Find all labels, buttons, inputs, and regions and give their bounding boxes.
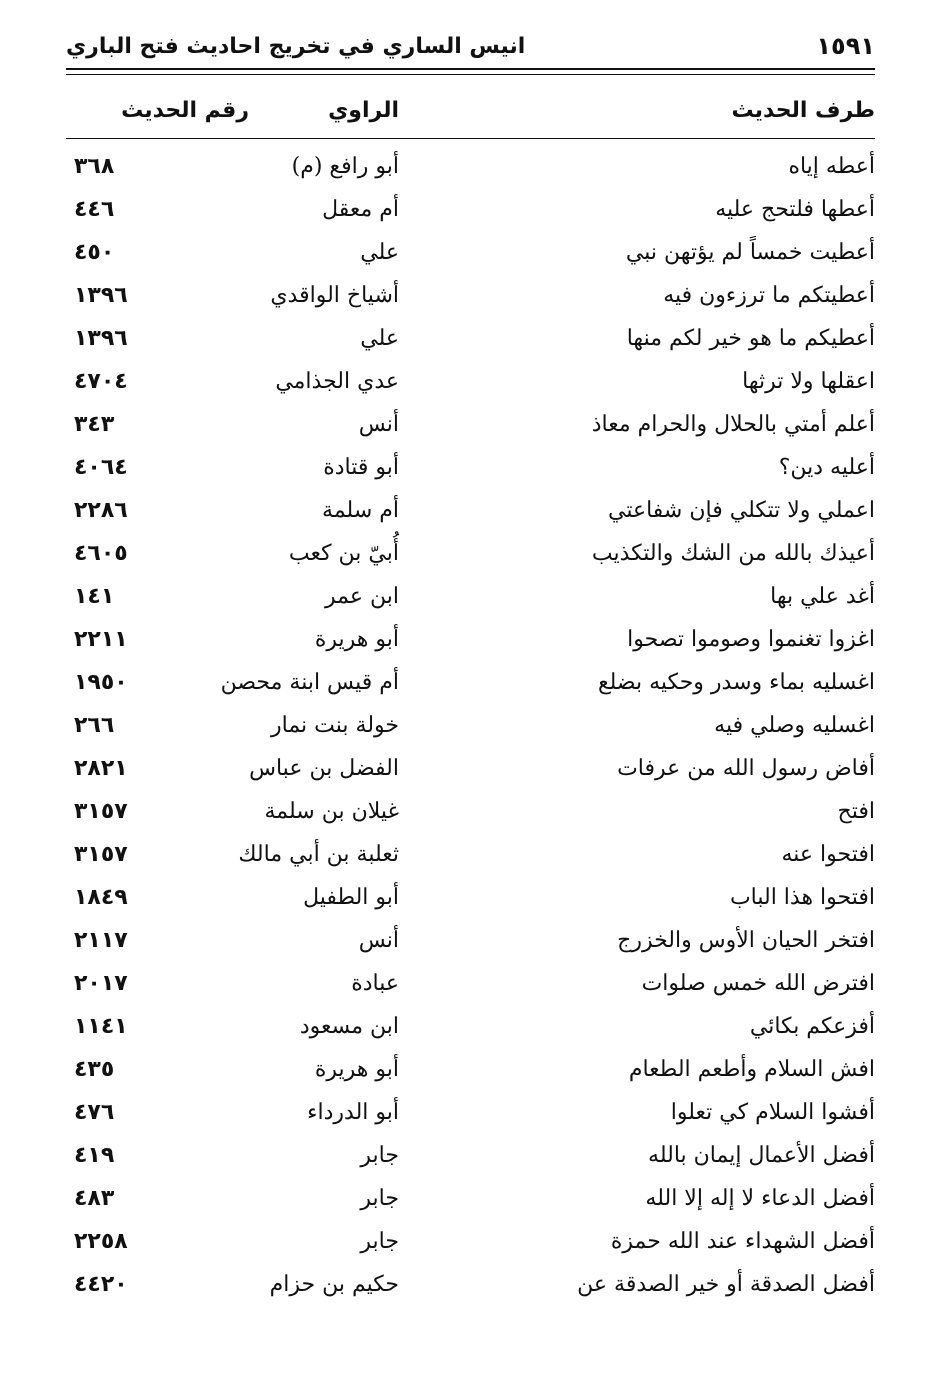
hadith-rawi: أبو هريرة xyxy=(314,1057,399,1082)
hadith-rawi: أشياخ الواقدي xyxy=(270,283,399,308)
hadith-rawi: غيلان بن سلمة xyxy=(264,799,399,824)
hadith-tarf: اعقلها ولا ترثها xyxy=(742,369,875,394)
book-title: انيس الساري في تخريج احاديث فتح الباري xyxy=(66,33,526,59)
hadith-rawi: أنس xyxy=(358,928,399,953)
hadith-tarf: أفزعكم بكائي xyxy=(749,1014,875,1039)
hadith-tarf: أعطيتكم ما ترزءون فيه xyxy=(663,283,875,308)
column-header-rule xyxy=(66,138,875,139)
hadith-rawi: أم معقل xyxy=(322,197,399,222)
hadith-tarf: أفضل الشهداء عند الله حمزة xyxy=(610,1229,875,1254)
hadith-tarf: أعطيت خمساً لم يؤتهن نبي xyxy=(625,240,875,265)
hadith-number: ٤٨٣ xyxy=(74,1186,115,1211)
table-row xyxy=(66,578,875,621)
hadith-tarf: أعيذك بالله من الشك والتكذيب xyxy=(591,541,875,566)
hadith-number: ٤١٩ xyxy=(74,1143,115,1168)
hadith-number: ٣٤٣ xyxy=(74,412,115,437)
hadith-number: ٤٦٠٥ xyxy=(74,541,128,566)
hadith-number: ٤٧٦ xyxy=(74,1100,115,1125)
hadith-rawi: أبو هريرة xyxy=(314,627,399,652)
table-row xyxy=(66,277,875,320)
hadith-rawi: حكيم بن حزام xyxy=(269,1272,399,1297)
hadith-number: ٣١٥٧ xyxy=(74,799,128,824)
table-row xyxy=(66,492,875,535)
hadith-number: ٤٤٦ xyxy=(74,197,115,222)
table-row xyxy=(66,449,875,492)
hadith-rawi: خولة بنت نمار xyxy=(271,713,399,738)
column-header-tarf: طرف الحديث xyxy=(731,98,875,123)
table-row xyxy=(66,148,875,191)
table-row xyxy=(66,1051,875,1094)
hadith-tarf: أعلم أمتي بالحلال والحرام معاذ xyxy=(591,412,875,437)
hadith-number: ٢٠١٧ xyxy=(74,971,128,996)
hadith-number: ٤٣٥ xyxy=(74,1057,115,1082)
hadith-number: ٤٧٠٤ xyxy=(74,369,128,394)
hadith-tarf: اغسليه بماء وسدر وحكيه بضلع xyxy=(597,670,875,695)
table-row xyxy=(66,535,875,578)
hadith-number: ١٨٤٩ xyxy=(74,885,128,910)
hadith-rawi: جابر xyxy=(360,1229,399,1254)
hadith-tarf: أغد علي بها xyxy=(770,584,875,609)
table-row xyxy=(66,879,875,922)
hadith-tarf: أفشوا السلام كي تعلوا xyxy=(670,1100,875,1125)
hadith-rawi: علي xyxy=(360,326,399,351)
hadith-rawi: علي xyxy=(360,240,399,265)
table-row xyxy=(66,320,875,363)
hadith-rawi: أنس xyxy=(358,412,399,437)
column-header-rawi: الراوي xyxy=(328,98,399,123)
hadith-number: ١٤١ xyxy=(74,584,115,609)
hadith-rawi: أُبيّ بن كعب xyxy=(288,541,399,566)
table-row xyxy=(66,1094,875,1137)
hadith-rawi: أم قيس ابنة محصن xyxy=(220,670,399,695)
table-row xyxy=(66,707,875,750)
hadith-rawi: الفضل بن عباس xyxy=(249,756,399,781)
hadith-number: ١٩٥٠ xyxy=(74,670,128,695)
table-row xyxy=(66,234,875,277)
table-row xyxy=(66,965,875,1008)
hadith-tarf: افتحوا عنه xyxy=(781,842,875,867)
page-number: ١٥٩١ xyxy=(816,32,875,60)
header-rule-thick xyxy=(66,68,875,70)
header-rule-thin xyxy=(66,74,875,75)
hadith-number: ٣١٥٧ xyxy=(74,842,128,867)
hadith-number: ١٣٩٦ xyxy=(74,326,128,351)
hadith-number: ٤٤٢٠ xyxy=(74,1272,128,1297)
hadith-number: ٢١١٧ xyxy=(74,928,128,953)
hadith-number: ٢٢٥٨ xyxy=(74,1229,128,1254)
column-header-number: رقم الحديث xyxy=(121,98,249,123)
hadith-tarf: أعطيكم ما هو خير لكم منها xyxy=(626,326,875,351)
hadith-number: ٣٦٨ xyxy=(74,154,115,179)
hadith-number: ٢٨٢١ xyxy=(74,756,128,781)
table-row xyxy=(66,1266,875,1309)
hadith-tarf: افترض الله خمس صلوات xyxy=(641,971,875,996)
column-headers xyxy=(66,92,875,132)
hadith-tarf: أعطها فلتحج عليه xyxy=(715,197,875,222)
table-row xyxy=(66,406,875,449)
hadith-tarf: افتحوا هذا الباب xyxy=(729,885,875,910)
hadith-rawi: أم سلمة xyxy=(322,498,399,523)
hadith-table xyxy=(66,148,875,1309)
page-header xyxy=(66,26,875,66)
hadith-rawi: جابر xyxy=(360,1143,399,1168)
hadith-rawi: عبادة xyxy=(351,971,399,996)
table-row xyxy=(66,1223,875,1266)
hadith-tarf: اغزوا تغنموا وصوموا تصحوا xyxy=(627,627,875,652)
hadith-tarf: اعملي ولا تتكلي فإن شفاعتي xyxy=(608,498,875,523)
hadith-rawi: ابن عمر xyxy=(325,584,399,609)
table-row xyxy=(66,1180,875,1223)
hadith-number: ٢٢١١ xyxy=(74,627,128,652)
table-row xyxy=(66,363,875,406)
hadith-rawi: جابر xyxy=(360,1186,399,1211)
hadith-tarf: أفضل الأعمال إيمان بالله xyxy=(648,1143,875,1168)
hadith-rawi: أبو قتادة xyxy=(323,455,399,480)
hadith-number: ٢٦٦ xyxy=(74,713,115,738)
table-row xyxy=(66,793,875,836)
hadith-tarf: أفضل الصدقة أو خير الصدقة عن xyxy=(577,1272,875,1297)
table-row xyxy=(66,664,875,707)
hadith-number: ١٣٩٦ xyxy=(74,283,128,308)
hadith-tarf: أفضل الدعاء لا إله إلا الله xyxy=(645,1186,875,1211)
hadith-number: ١١٤١ xyxy=(74,1014,128,1039)
hadith-tarf: أعليه دين؟ xyxy=(778,455,875,480)
table-row xyxy=(66,621,875,664)
table-row xyxy=(66,1137,875,1180)
hadith-rawi: ثعلبة بن أبي مالك xyxy=(238,842,399,867)
table-row xyxy=(66,191,875,234)
table-row xyxy=(66,922,875,965)
table-row xyxy=(66,836,875,879)
hadith-tarf: افش السلام وأطعم الطعام xyxy=(628,1057,875,1082)
hadith-rawi: ابن مسعود xyxy=(299,1014,399,1039)
hadith-rawi: أبو الدرداء xyxy=(307,1100,399,1125)
table-row xyxy=(66,1008,875,1051)
hadith-number: ٢٢٨٦ xyxy=(74,498,128,523)
hadith-rawi: أبو رافع (م) xyxy=(291,154,399,179)
hadith-rawi: عدي الجذامي xyxy=(275,369,399,394)
hadith-tarf: افتح xyxy=(837,799,875,824)
hadith-tarf: أعطه إياه xyxy=(788,154,875,179)
hadith-rawi: أبو الطفيل xyxy=(303,885,399,910)
hadith-number: ٤٥٠ xyxy=(74,240,115,265)
hadith-tarf: افتخر الحيان الأوس والخزرج xyxy=(617,928,875,953)
hadith-number: ٤٠٦٤ xyxy=(74,455,128,480)
hadith-tarf: أفاض رسول الله من عرفات xyxy=(617,756,875,781)
hadith-tarf: اغسليه وصلي فيه xyxy=(714,713,875,738)
table-row xyxy=(66,750,875,793)
